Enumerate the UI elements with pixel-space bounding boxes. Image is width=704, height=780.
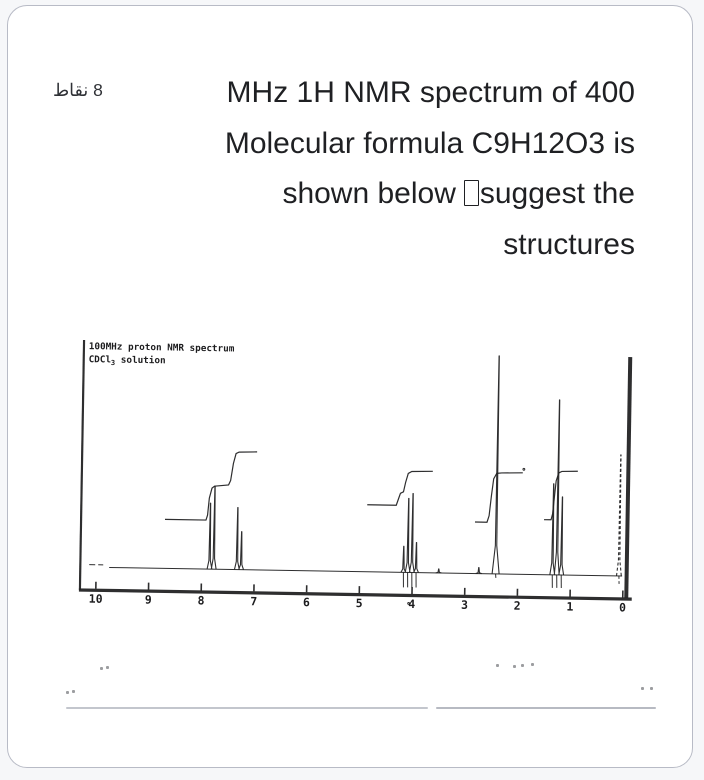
peak-impurity-2 [476,568,482,574]
missing-glyph-box [464,180,479,206]
question-line-3-text: shown below [282,177,456,211]
bottom-divider-2 [436,707,656,709]
tick-label: 6 [302,595,311,610]
tick-label: 5 [355,596,363,611]
scan-speck [66,691,69,694]
peak-quartet-4ppm [401,493,420,572]
tick-label: 1 [566,599,574,614]
tick-label: 9 [144,592,152,607]
peak-aromatic-doublet-1 [207,486,217,569]
spectrum-subtitle: CDCl$_3$ solution [88,354,166,368]
question-text [148,68,635,271]
tick-label: 0 [619,600,627,615]
tick-label: 10 [88,591,103,606]
peak-aromatic-doublet-2 [234,508,244,570]
tick-label: 7 [250,594,258,609]
scan-speck [521,664,524,667]
spectrum-traces [79,340,636,615]
scan-speck [641,687,644,690]
integral-quartet-integral [367,470,433,506]
nmr-spectrum-plot [78,337,640,618]
question-line-2: Molecular formula C9H12O3 is [224,126,635,160]
spectrum-title: 100MHz proton NMR spectrum [88,341,235,355]
peak-tall-singlet [492,356,503,574]
scan-speck [72,690,75,693]
peak-impurity-1 [436,569,442,573]
integral-triplet-integral [544,471,578,521]
tick-label: 8 [197,593,205,608]
scan-speck [106,666,109,669]
tick-label: 2 [513,598,521,613]
scan-speck [650,687,653,690]
question-line-1: MHz 1H NMR spectrum of 400 [226,76,635,109]
nmr-spectrum-figure [78,337,640,618]
scan-speck [531,663,534,666]
integral-singlet-integral [475,472,523,523]
scan-speck [496,664,499,667]
question-card [7,5,693,768]
peak-tms-reference [616,455,623,576]
tick-label: 4 [408,596,416,612]
question-line-3-text2: suggest the [479,177,635,211]
scan-speck [100,667,103,670]
bottom-divider [66,707,428,709]
tick-label: 3 [460,597,469,612]
points-label: 8 نقاط [53,80,103,100]
question-line-4: structures [503,228,635,262]
question-line-3 [148,169,635,220]
peak-triplet-1.3ppm [550,400,567,575]
scan-speck [513,665,516,668]
